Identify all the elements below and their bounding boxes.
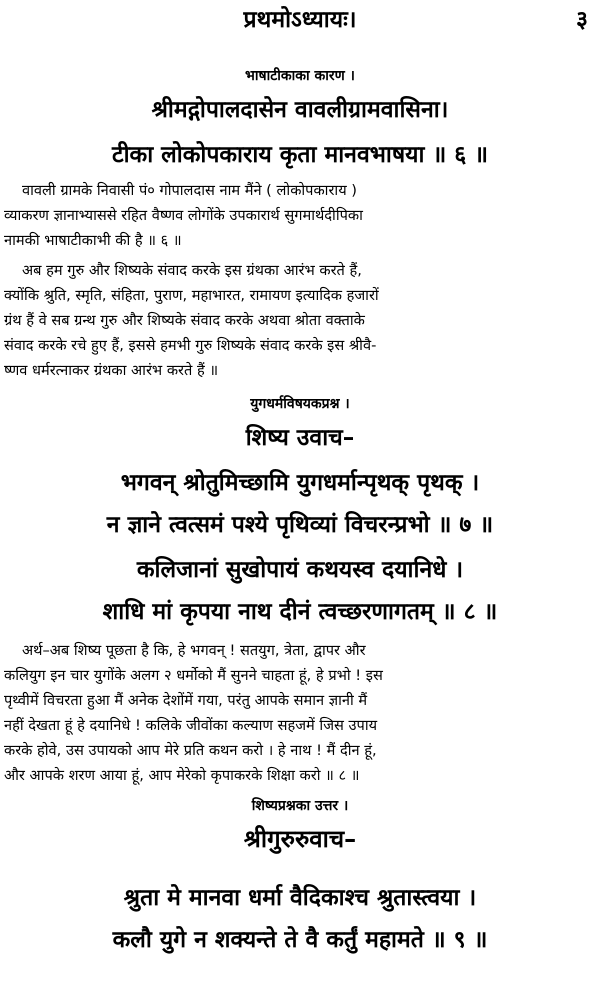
paragraph-1-line-2: व्याकरण ज्ञानाभ्याससे रहित वैष्णव लोगोंके उपकारार्थ सुगमार्थदीपिका [4, 207, 363, 224]
paragraph-1-line-1: वावली ग्रामके निवासी पं० गोपालदास नाम मैंने ( लोकोपकाराय ) [22, 182, 358, 199]
section-heading-bhashatika: भाषाटीकाका कारण । [245, 68, 355, 84]
paragraph-3-line-6: और आपके शरण आया हूं, आप मेरेको कृपाकरके शिक्षा करो ॥ ८ ॥ [4, 767, 360, 784]
verse-line-7: श्रुता मे मानवा धर्मा वैदिकाश्च श्रुतास्त्वया । [123, 885, 477, 911]
section-heading-yugadharma: युगधर्मविषयकप्रश्न । [250, 396, 350, 412]
verse-line-6: शाधि मां कृपया नाथ दीनं त्वच्छरणागतम्‌ ॥ ८ ॥ [102, 599, 498, 625]
verse-line-2: टीका लोकोपकाराय कृता मानवभाषया ॥ ६ ॥ [111, 142, 488, 168]
paragraph-3-line-3: पृथ्वीमें विचरता हुआ मैं अनेक देशोंमें गया, परंतु आपके समान ज्ञानी मैं [4, 692, 368, 709]
page-header [0, 2, 600, 36]
verse-line-8: कलौ युगे न शक्यन्ते ते वै कर्तुं महामते ॥ ९ ॥ [112, 927, 488, 953]
speaker-heading-guru: श्रीगुरुरुवाच– [243, 825, 357, 853]
verse-line-3: भगवन्‌ श्रोतुमिच्छामि युगधर्मान्पृथक्‌ पृथक्‌ । [120, 470, 480, 496]
paragraph-2-line-1: अब हम गुरु और शिष्यके संवाद करके इस ग्रंथका आरंभ करते हैं, [22, 262, 362, 279]
verse-line-4: न ज्ञाने त्वत्समं पश्ये पृथिव्यां विचरन्प्रभो ॥ ७ ॥ [106, 512, 494, 538]
paragraph-1-line-3: नामकी भाषाटीकाभी की है ॥ ६ ॥ [4, 232, 182, 249]
paragraph-3-line-2: कलियुग इन चार युगोंके अलग २ धर्मोको मैं सुनने चाहता हूं, हे प्रभो ! इस [4, 667, 383, 684]
chapter-title: प्रथमोऽध्यायः। [243, 7, 357, 33]
paragraph-2-line-5: ष्णव धर्मरत्नाकर ग्रंथका आरंभ करते हैं ॥ [4, 362, 219, 379]
paragraph-3-line-4: नहीं देखता हूं हे दयानिधे ! कलिके जीवोंका कल्याण सहजमें जिस उपाय [4, 717, 378, 734]
verse-line-1: श्रीमद्गोपालदासेन वावलीग्रामवासिना। [151, 97, 449, 123]
paragraph-3-line-5: करके होवे, उस उपायको आप मेरे प्रति कथन करो । हे नाथ ! मैं दीन हूं, [4, 742, 377, 759]
speaker-heading-shishya: शिष्य उवाच– [245, 425, 355, 451]
section-heading-uttar: शिष्यप्रश्नका उत्तर । [251, 798, 349, 814]
verse-line-5: कलिजानां सुखोपायं कथयस्व दयानिधे । [136, 557, 464, 583]
paragraph-3-line-1: अर्थ–अब शिष्य पूछता है कि, हे भगवन् ! सतयुग, त्रेता, द्वापर और [22, 642, 366, 659]
paragraph-2-line-3: ग्रंथ हैं वे सब ग्रन्थ गुरु और शिष्यके संवाद करके अथवा श्रोता वक्ताके [4, 312, 365, 329]
page-number: ३ [576, 7, 588, 33]
paragraph-2-line-4: संवाद करके रचे हुए हैं, इससे हमभी गुरु शिष्यके संवाद करके इस श्रीवै- [4, 337, 377, 354]
paragraph-2-line-2: क्योंकि श्रुति, स्मृति, संहिता, पुराण, महाभारत, रामायण इत्यादिक हजारों [4, 287, 379, 304]
